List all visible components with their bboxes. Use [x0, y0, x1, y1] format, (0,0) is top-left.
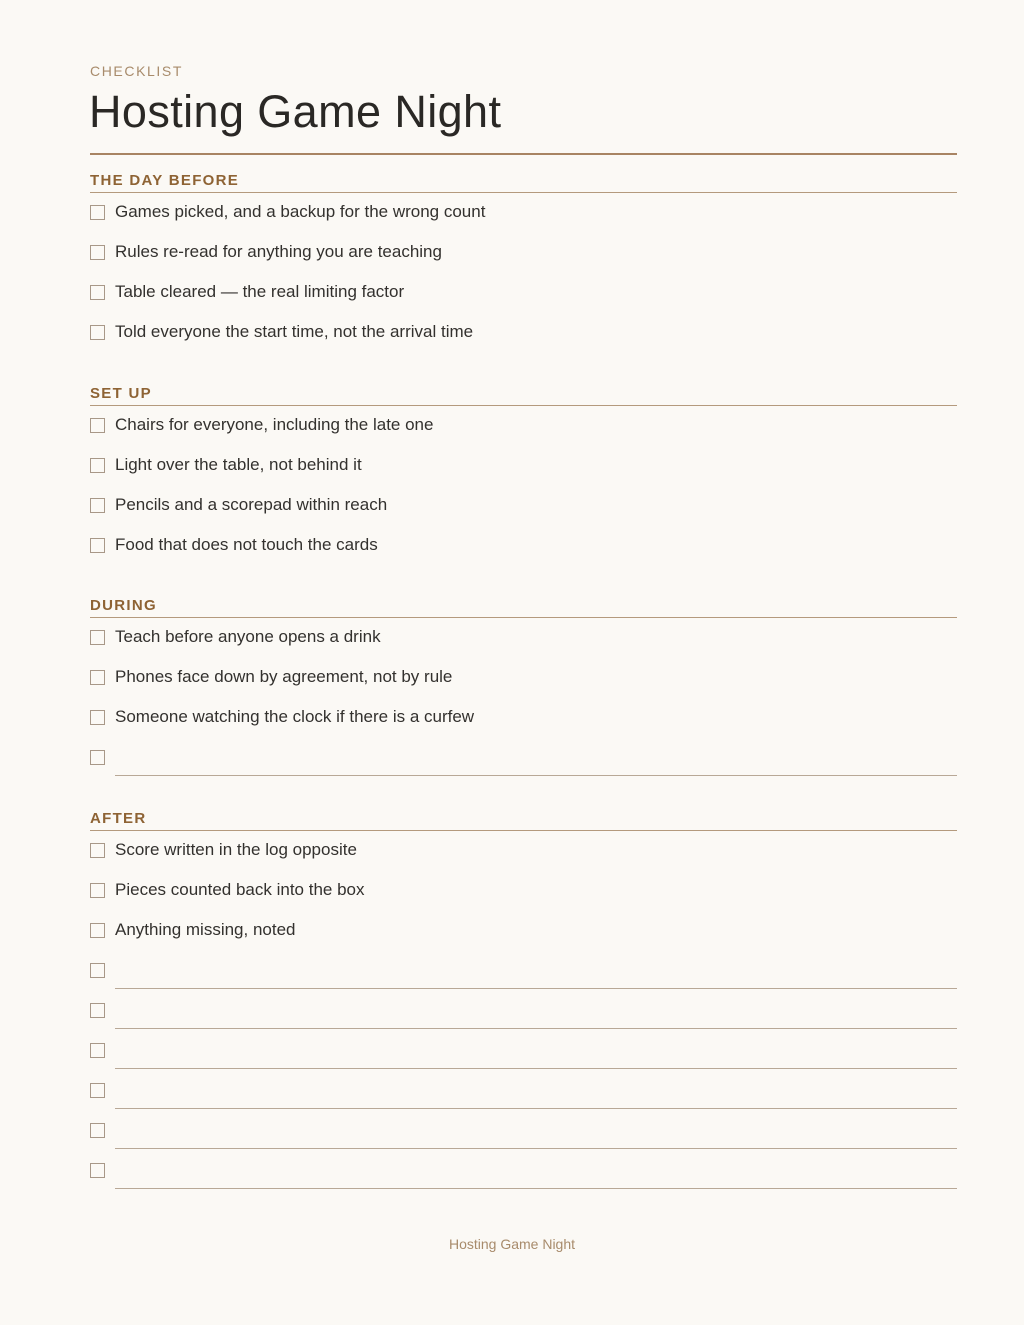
- page-eyebrow: CHECKLIST: [90, 63, 183, 79]
- blank-checklist-item: [90, 1157, 957, 1197]
- write-in-line[interactable]: [115, 1028, 957, 1029]
- checklist-items: [90, 837, 957, 1197]
- checkbox[interactable]: [90, 245, 105, 260]
- blank-checklist-item: [90, 1117, 957, 1157]
- checklist-item-text: Rules re-read for anything you are teaching: [115, 242, 442, 261]
- checklist-item-text: Pieces counted back into the box: [115, 880, 365, 899]
- checkbox[interactable]: [90, 285, 105, 300]
- section-label: SET UP: [90, 385, 152, 402]
- checklist-item-text: Games picked, and a backup for the wrong count: [115, 202, 486, 221]
- checklist-item: [90, 452, 957, 492]
- checklist-item: [90, 279, 957, 319]
- write-in-line[interactable]: [115, 775, 957, 776]
- checklist-item: [90, 239, 957, 279]
- checklist-item: [90, 532, 957, 572]
- checklist-item-text: Score written in the log opposite: [115, 840, 357, 859]
- checklist-item-text: Pencils and a scorepad within reach: [115, 495, 388, 514]
- checkbox[interactable]: [90, 538, 105, 553]
- checklist-item-text: Light over the table, not behind it: [115, 455, 362, 474]
- checkbox[interactable]: [90, 418, 105, 433]
- checklist-item: [90, 492, 957, 532]
- blank-checklist-item: [90, 997, 957, 1037]
- checkbox[interactable]: [90, 843, 105, 858]
- checklist-item-text: Someone watching the clock if there is a curfew: [115, 707, 475, 726]
- page-title: Hosting Game Night: [89, 86, 502, 137]
- checklist-items: [90, 624, 957, 784]
- checklist-item: [90, 877, 957, 917]
- blank-checklist-item: [90, 957, 957, 997]
- checklist-item-text: Anything missing, noted: [115, 920, 296, 939]
- checkbox[interactable]: [90, 883, 105, 898]
- checkbox[interactable]: [90, 670, 105, 685]
- title-divider: [90, 153, 957, 155]
- checkbox[interactable]: [90, 325, 105, 340]
- checkbox[interactable]: [90, 1123, 105, 1138]
- checkbox[interactable]: [90, 630, 105, 645]
- checkbox[interactable]: [90, 1043, 105, 1058]
- checklist-item: [90, 199, 957, 239]
- section-label: THE DAY BEFORE: [90, 172, 240, 189]
- write-in-line[interactable]: [115, 1068, 957, 1069]
- checklist-item-text: Told everyone the start time, not the arrival time: [115, 322, 474, 341]
- blank-checklist-item: [90, 1077, 957, 1117]
- checklist-page: [90, 0, 957, 1325]
- checklist-item: [90, 837, 957, 877]
- checklist-item-text: Food that does not touch the cards: [115, 535, 378, 554]
- checklist-item: [90, 664, 957, 704]
- checklist-items: [90, 412, 957, 572]
- section-label: AFTER: [90, 810, 147, 827]
- section-header: [90, 808, 957, 831]
- checklist-items: [90, 199, 957, 359]
- checklist-item-text: Phones face down by agreement, not by rule: [115, 667, 453, 686]
- checkbox[interactable]: [90, 1083, 105, 1098]
- section-header: [90, 170, 957, 193]
- checklist-item-text: Chairs for everyone, including the late one: [115, 415, 434, 434]
- checklist-section: [90, 170, 957, 359]
- write-in-line[interactable]: [115, 1148, 957, 1149]
- page-footer: Hosting Game Night: [448, 1236, 576, 1252]
- blank-checklist-item: [90, 744, 957, 784]
- checklist-section: [90, 595, 957, 784]
- checkbox[interactable]: [90, 710, 105, 725]
- checkbox[interactable]: [90, 963, 105, 978]
- checkbox[interactable]: [90, 498, 105, 513]
- checklist-section: [90, 808, 957, 1197]
- checklist-item-text: Table cleared — the real limiting factor: [115, 282, 405, 301]
- section-header: [90, 383, 957, 406]
- checklist-section: [90, 383, 957, 572]
- checklist-item-text: Teach before anyone opens a drink: [115, 627, 381, 646]
- section-header: [90, 595, 957, 618]
- blank-checklist-item: [90, 1037, 957, 1077]
- write-in-line[interactable]: [115, 988, 957, 989]
- write-in-line[interactable]: [115, 1188, 957, 1189]
- checklist-item: [90, 704, 957, 744]
- section-label: DURING: [90, 597, 157, 614]
- write-in-line[interactable]: [115, 1108, 957, 1109]
- checklist-item: [90, 917, 957, 957]
- checklist-item: [90, 624, 957, 664]
- checkbox[interactable]: [90, 1003, 105, 1018]
- checkbox[interactable]: [90, 205, 105, 220]
- checklist-item: [90, 319, 957, 359]
- checkbox[interactable]: [90, 1163, 105, 1178]
- checkbox[interactable]: [90, 923, 105, 938]
- checklist-item: [90, 412, 957, 452]
- checkbox[interactable]: [90, 750, 105, 765]
- checkbox[interactable]: [90, 458, 105, 473]
